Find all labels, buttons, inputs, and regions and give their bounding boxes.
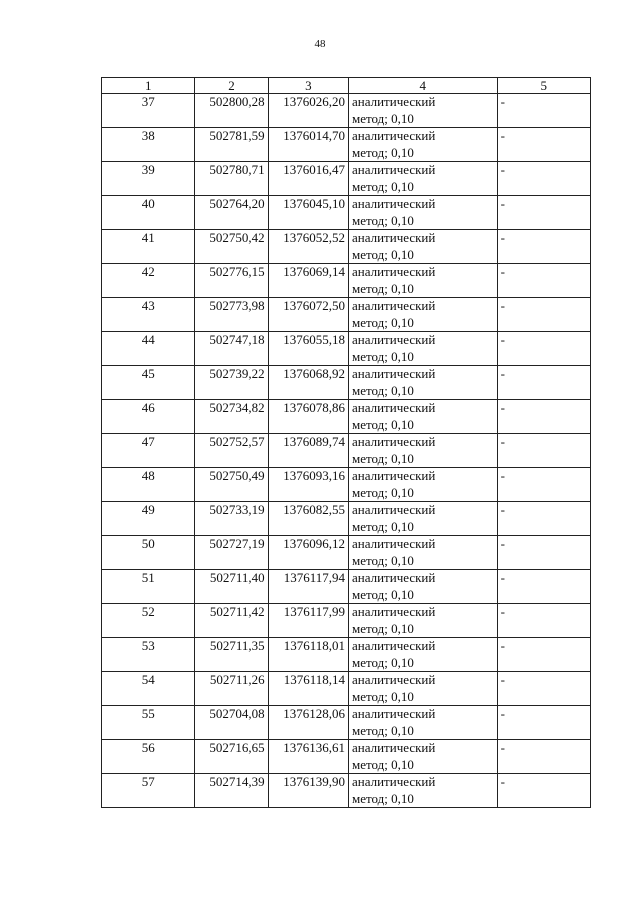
table-row — [102, 230, 591, 264]
method-line-2: метод; 0,10 — [352, 144, 414, 160]
y-coordinate-cell: 1376096,12 — [268, 536, 348, 570]
method-line-2: метод; 0,10 — [352, 246, 414, 262]
y-coordinate-cell: 1376055,18 — [268, 332, 348, 366]
method-line-2: метод; 0,10 — [352, 586, 414, 602]
table-row — [102, 94, 591, 128]
table-row — [102, 740, 591, 774]
method-line-2: метод; 0,10 — [352, 654, 414, 670]
y-coordinate-cell: 1376117,94 — [268, 570, 348, 604]
x-coordinate-cell: 502750,42 — [195, 230, 268, 264]
point-number-cell: 51 — [102, 570, 195, 604]
x-coordinate-cell: 502716,65 — [195, 740, 268, 774]
y-coordinate-cell: 1376016,47 — [268, 162, 348, 196]
point-number-cell: 41 — [102, 230, 195, 264]
table-body — [102, 94, 591, 808]
table-row — [102, 162, 591, 196]
method-cell — [349, 570, 498, 604]
note-cell: - — [497, 196, 590, 230]
method-line-2: метод; 0,10 — [352, 212, 414, 228]
point-number-cell: 55 — [102, 706, 195, 740]
point-number-cell: 48 — [102, 468, 195, 502]
x-coordinate-cell: 502711,35 — [195, 638, 268, 672]
method-line-1: аналитический — [352, 366, 436, 381]
y-coordinate-cell: 1376082,55 — [268, 502, 348, 536]
method-line-1: аналитический — [352, 434, 436, 449]
y-coordinate-cell: 1376117,99 — [268, 604, 348, 638]
x-coordinate-cell: 502739,22 — [195, 366, 268, 400]
y-coordinate-cell: 1376139,90 — [268, 774, 348, 808]
note-cell: - — [497, 298, 590, 332]
note-cell: - — [497, 706, 590, 740]
method-line-2: метод; 0,10 — [352, 314, 414, 330]
y-coordinate-cell: 1376014,70 — [268, 128, 348, 162]
note-cell: - — [497, 400, 590, 434]
method-line-1: аналитический — [352, 230, 436, 245]
note-cell: - — [497, 230, 590, 264]
x-coordinate-cell: 502727,19 — [195, 536, 268, 570]
x-coordinate-cell: 502711,40 — [195, 570, 268, 604]
table-row — [102, 570, 591, 604]
method-line-1: аналитический — [352, 706, 436, 721]
method-cell — [349, 400, 498, 434]
note-cell: - — [497, 162, 590, 196]
method-line-1: аналитический — [352, 672, 436, 687]
method-cell — [349, 94, 498, 128]
table-row — [102, 434, 591, 468]
point-number-cell: 37 — [102, 94, 195, 128]
method-line-1: аналитический — [352, 94, 436, 109]
note-cell: - — [497, 468, 590, 502]
note-cell: - — [497, 434, 590, 468]
table-row — [102, 264, 591, 298]
method-cell — [349, 706, 498, 740]
y-coordinate-cell: 1376136,61 — [268, 740, 348, 774]
method-cell — [349, 230, 498, 264]
table-row — [102, 298, 591, 332]
point-number-cell: 52 — [102, 604, 195, 638]
method-line-2: метод; 0,10 — [352, 348, 414, 364]
x-coordinate-cell: 502747,18 — [195, 332, 268, 366]
method-cell — [349, 196, 498, 230]
method-line-2: метод; 0,10 — [352, 756, 414, 772]
method-line-1: аналитический — [352, 332, 436, 347]
point-number-cell: 45 — [102, 366, 195, 400]
method-line-2: метод; 0,10 — [352, 382, 414, 398]
note-cell: - — [497, 128, 590, 162]
point-number-cell: 50 — [102, 536, 195, 570]
y-coordinate-cell: 1376128,06 — [268, 706, 348, 740]
method-line-1: аналитический — [352, 196, 436, 211]
column-header-1: 1 — [102, 78, 195, 94]
y-coordinate-cell: 1376045,10 — [268, 196, 348, 230]
x-coordinate-cell: 502764,20 — [195, 196, 268, 230]
y-coordinate-cell: 1376069,14 — [268, 264, 348, 298]
x-coordinate-cell: 502733,19 — [195, 502, 268, 536]
method-cell — [349, 298, 498, 332]
table-row — [102, 400, 591, 434]
method-line-2: метод; 0,10 — [352, 722, 414, 738]
method-cell — [349, 366, 498, 400]
page-number: 48 — [314, 38, 326, 50]
point-number-cell: 44 — [102, 332, 195, 366]
x-coordinate-cell: 502800,28 — [195, 94, 268, 128]
header-row — [102, 78, 591, 94]
method-cell — [349, 502, 498, 536]
column-header-5: 5 — [497, 78, 590, 94]
method-line-2: метод; 0,10 — [352, 518, 414, 534]
x-coordinate-cell: 502711,42 — [195, 604, 268, 638]
x-coordinate-cell: 502780,71 — [195, 162, 268, 196]
method-line-2: метод; 0,10 — [352, 178, 414, 194]
column-header-4: 4 — [349, 78, 498, 94]
method-line-1: аналитический — [352, 604, 436, 619]
point-number-cell: 53 — [102, 638, 195, 672]
y-coordinate-cell: 1376118,14 — [268, 672, 348, 706]
method-line-1: аналитический — [352, 638, 436, 653]
table-row — [102, 128, 591, 162]
note-cell: - — [497, 740, 590, 774]
method-cell — [349, 774, 498, 808]
table-row — [102, 332, 591, 366]
method-line-2: метод; 0,10 — [352, 450, 414, 466]
y-coordinate-cell: 1376078,86 — [268, 400, 348, 434]
method-cell — [349, 536, 498, 570]
point-number-cell: 42 — [102, 264, 195, 298]
method-line-1: аналитический — [352, 162, 436, 177]
method-line-2: метод; 0,10 — [352, 110, 414, 126]
y-coordinate-cell: 1376118,01 — [268, 638, 348, 672]
note-cell: - — [497, 366, 590, 400]
note-cell: - — [497, 94, 590, 128]
note-cell: - — [497, 536, 590, 570]
point-number-cell: 43 — [102, 298, 195, 332]
point-number-cell: 56 — [102, 740, 195, 774]
x-coordinate-cell: 502750,49 — [195, 468, 268, 502]
point-number-cell: 54 — [102, 672, 195, 706]
method-cell — [349, 604, 498, 638]
y-coordinate-cell: 1376072,50 — [268, 298, 348, 332]
point-number-cell: 40 — [102, 196, 195, 230]
method-cell — [349, 332, 498, 366]
point-number-cell: 39 — [102, 162, 195, 196]
method-cell — [349, 434, 498, 468]
table-row — [102, 502, 591, 536]
x-coordinate-cell: 502776,15 — [195, 264, 268, 298]
x-coordinate-cell: 502781,59 — [195, 128, 268, 162]
note-cell: - — [497, 332, 590, 366]
note-cell: - — [497, 672, 590, 706]
note-cell: - — [497, 774, 590, 808]
method-cell — [349, 672, 498, 706]
point-number-cell: 46 — [102, 400, 195, 434]
y-coordinate-cell: 1376026,20 — [268, 94, 348, 128]
method-line-1: аналитический — [352, 570, 436, 585]
table-row — [102, 604, 591, 638]
column-header-3: 3 — [268, 78, 348, 94]
coordinates-table — [101, 77, 591, 808]
y-coordinate-cell: 1376068,92 — [268, 366, 348, 400]
table-row — [102, 468, 591, 502]
method-line-2: метод; 0,10 — [352, 484, 414, 500]
method-line-2: метод; 0,10 — [352, 620, 414, 636]
y-coordinate-cell: 1376093,16 — [268, 468, 348, 502]
method-line-2: метод; 0,10 — [352, 280, 414, 296]
point-number-cell: 47 — [102, 434, 195, 468]
y-coordinate-cell: 1376089,74 — [268, 434, 348, 468]
method-line-1: аналитический — [352, 468, 436, 483]
x-coordinate-cell: 502773,98 — [195, 298, 268, 332]
table-row — [102, 366, 591, 400]
x-coordinate-cell: 502704,08 — [195, 706, 268, 740]
table-row — [102, 706, 591, 740]
method-line-2: метод; 0,10 — [352, 790, 414, 806]
point-number-cell: 38 — [102, 128, 195, 162]
method-cell — [349, 264, 498, 298]
method-line-1: аналитический — [352, 774, 436, 789]
point-number-cell: 57 — [102, 774, 195, 808]
note-cell: - — [497, 502, 590, 536]
method-line-2: метод; 0,10 — [352, 688, 414, 704]
method-line-1: аналитический — [352, 740, 436, 755]
note-cell: - — [497, 638, 590, 672]
method-line-1: аналитический — [352, 536, 436, 551]
point-number-cell: 49 — [102, 502, 195, 536]
method-line-2: метод; 0,10 — [352, 552, 414, 568]
x-coordinate-cell: 502752,57 — [195, 434, 268, 468]
method-cell — [349, 638, 498, 672]
x-coordinate-cell: 502711,26 — [195, 672, 268, 706]
x-coordinate-cell: 502734,82 — [195, 400, 268, 434]
method-line-1: аналитический — [352, 298, 436, 313]
method-line-1: аналитический — [352, 128, 436, 143]
table-row — [102, 774, 591, 808]
method-line-2: метод; 0,10 — [352, 416, 414, 432]
note-cell: - — [497, 570, 590, 604]
method-cell — [349, 162, 498, 196]
method-cell — [349, 740, 498, 774]
table-row — [102, 672, 591, 706]
method-line-1: аналитический — [352, 502, 436, 517]
table-row — [102, 196, 591, 230]
method-line-1: аналитический — [352, 264, 436, 279]
table-row — [102, 638, 591, 672]
x-coordinate-cell: 502714,39 — [195, 774, 268, 808]
note-cell: - — [497, 264, 590, 298]
table-header — [102, 78, 591, 94]
method-line-1: аналитический — [352, 400, 436, 415]
table-row — [102, 536, 591, 570]
column-header-2: 2 — [195, 78, 268, 94]
note-cell: - — [497, 604, 590, 638]
y-coordinate-cell: 1376052,52 — [268, 230, 348, 264]
method-cell — [349, 468, 498, 502]
method-cell — [349, 128, 498, 162]
